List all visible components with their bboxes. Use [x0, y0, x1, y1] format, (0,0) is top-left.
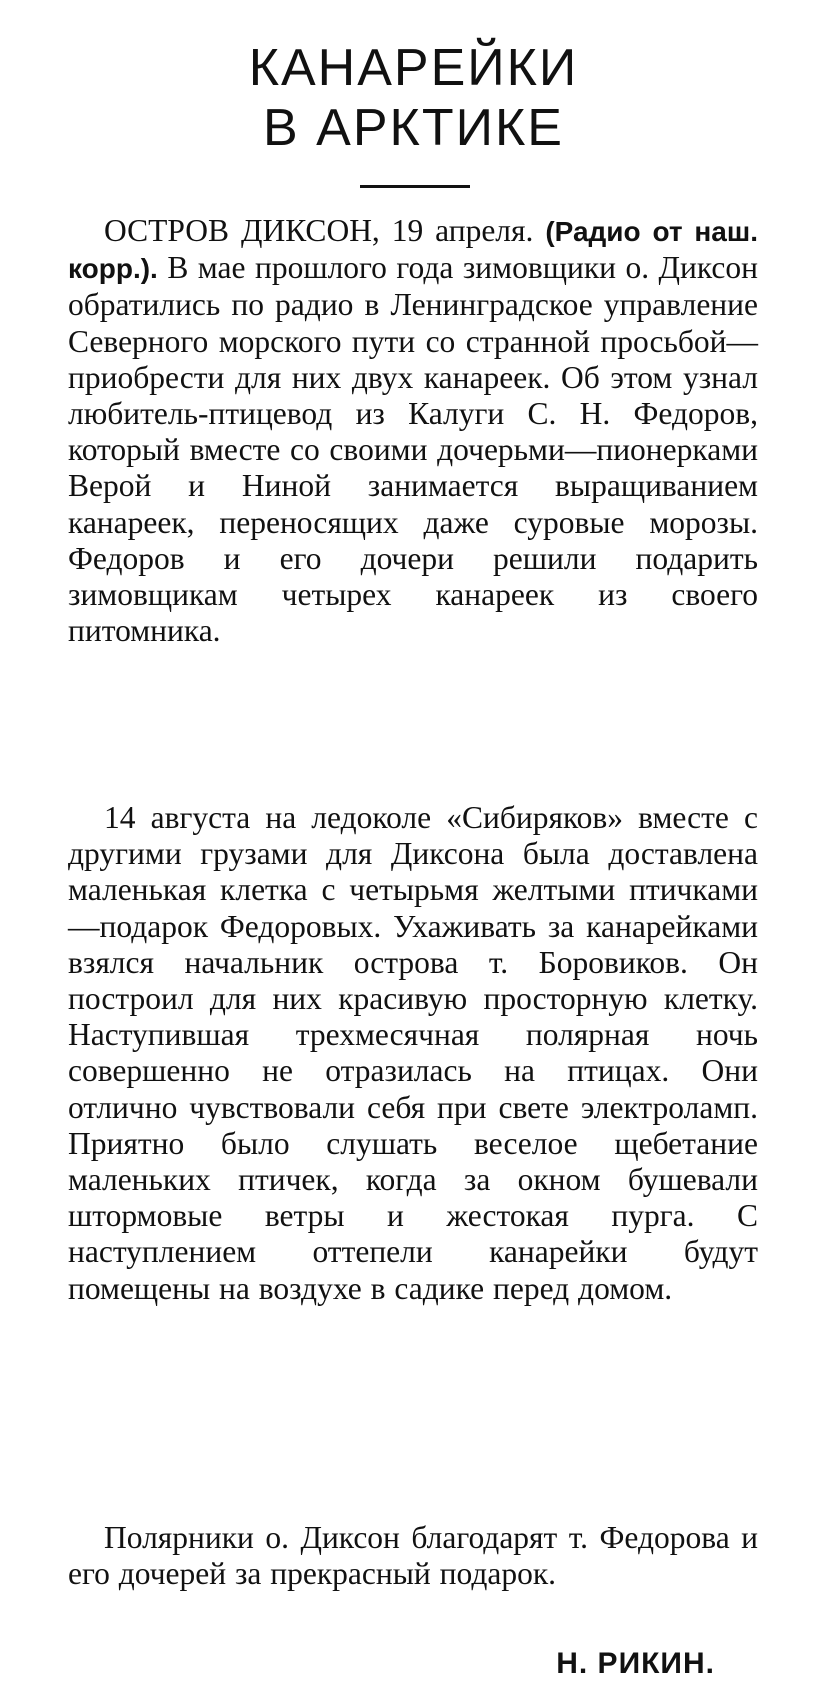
source-credit: (Радио от наш. корр.). [68, 216, 758, 285]
author-signature: Н. РИКИН. [556, 1647, 715, 1680]
dateline: ОСТРОВ ДИКСОН, 19 апреля. [104, 213, 534, 248]
paragraph-1 [68, 213, 758, 649]
paragraph-3: Полярники о. Диксон благодарят т. Федорова и его дочерей за прекрасный подарок. [68, 1520, 758, 1592]
headline-line-1: КАНАРЕЙКИ [248, 39, 579, 97]
headline-divider [360, 185, 470, 188]
paragraph-1-text: В мае прошлого года зимовщики о. Диксон обратились по радио в Ленинградское управление Северного морского пути со странной просьбой—приобрести для них двух канареек. Об этом узнал любитель-птицевод из Калуги С. Н. Федоров, который вместе со своими дочерьми—пионерками Верой и Ниной занимается выращиванием канареек, переносящих даже суровые морозы. Федоров и его дочери решили подарить зимовщикам четырех канареек из своего питомника. [68, 250, 759, 649]
paragraph-2: 14 августа на ледоколе «Сибиряков» вместе с другими грузами для Диксона была доставлена маленькая клетка с четырьмя желтыми птичками—подарок Федоровых. Ухаживать за канарейками взялся начальник острова т. Боровиков. Он построил для них красивую просторную клетку. Наступившая трехмесячная полярная ночь совершенно не отразилась на птицах. Они отлично чувствовали себя при свете электроламп. Приятно было слушать веселое щебетание маленьких птичек, когда за окном бушевали штормовые ветры и жестокая пурга. С наступлением оттепели канарейки будут помещены на воздухе в садике перед домом. [68, 800, 758, 1306]
headline-line-2: В АРКТИКЕ [263, 99, 564, 157]
